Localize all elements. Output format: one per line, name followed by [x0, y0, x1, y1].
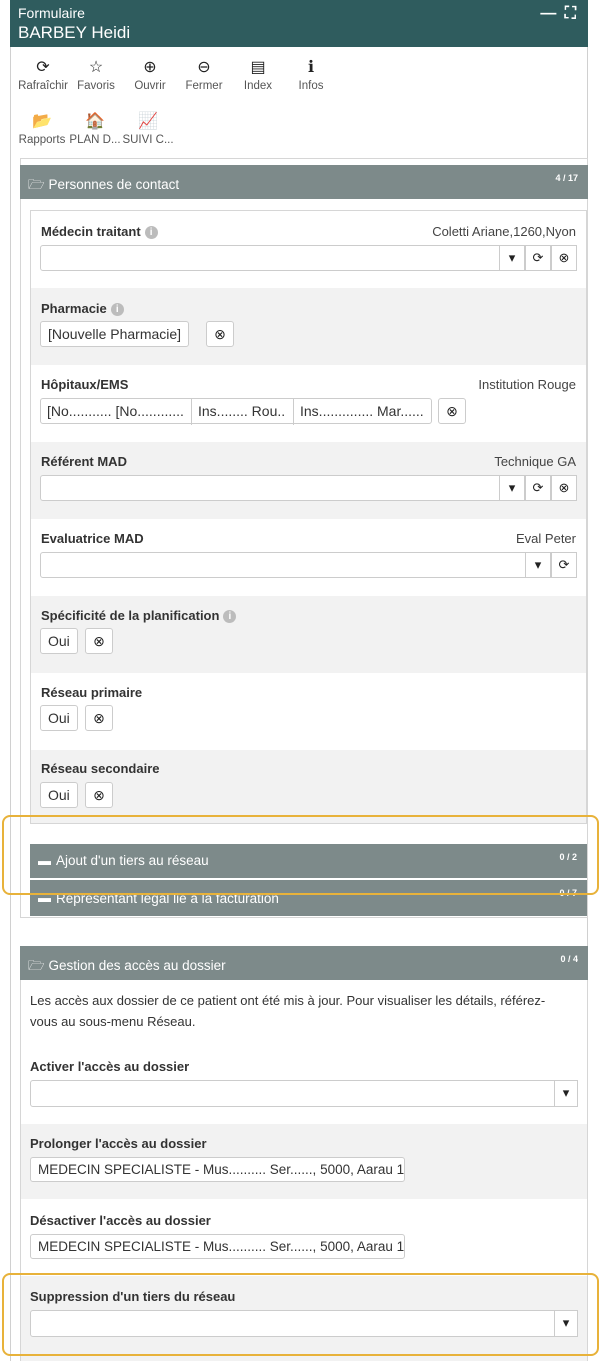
open-button[interactable]: [128, 58, 172, 92]
clear-icon: ⊗: [214, 326, 226, 342]
hopitaux-value: Institution Rouge: [478, 377, 576, 392]
folder-icon: ▬: [38, 853, 51, 868]
refresh-icon: ⟳: [558, 557, 570, 572]
info-icon: ℹ: [307, 59, 315, 76]
info-label: Infos: [298, 80, 324, 92]
clear-button[interactable]: [85, 705, 113, 731]
medecin-select[interactable]: [40, 245, 577, 271]
access-header[interactable]: [20, 946, 588, 980]
patient-name: BARBEY Heidi: [18, 23, 131, 42]
evaluatrice-select[interactable]: [40, 552, 577, 578]
window-title: Formulaire: [18, 5, 85, 21]
hopitaux-segment-1[interactable]: [No........... [No............: [41, 399, 192, 425]
medecin-label: Médecin traitant i: [41, 224, 158, 239]
clear-button[interactable]: [206, 321, 234, 347]
refresh-icon: ⟳: [36, 59, 50, 76]
prolonger-value[interactable]: MEDECIN SPECIALISTE - Mus.......... Ser......, 5000, Aarau 1: [30, 1157, 405, 1182]
clear-button[interactable]: [438, 398, 466, 424]
index-label: Index: [243, 80, 273, 92]
hopitaux-segment-3[interactable]: Ins.............. Mar......: [300, 403, 424, 419]
field-medecin: [31, 211, 586, 288]
highlight-suppression: [2, 1273, 599, 1356]
field-evaluatrice: [31, 519, 586, 596]
caret-down-icon: ▾: [508, 250, 516, 265]
caret-down-icon: ▾: [534, 557, 542, 572]
specificite-tag[interactable]: Oui: [40, 628, 78, 654]
reseau-primaire-tag[interactable]: Oui: [40, 705, 78, 731]
dropdown-button[interactable]: [525, 552, 551, 578]
specificite-label: Spécificité de la planification i: [41, 608, 236, 623]
reseau-primaire-label: Réseau primaire: [41, 685, 143, 700]
refresh-button[interactable]: [14, 58, 72, 92]
hopitaux-segment-2[interactable]: Ins........ Rou..: [192, 399, 294, 425]
list-icon: ▤: [250, 59, 266, 76]
evaluatrice-value: Eval Peter: [516, 531, 576, 546]
clear-button[interactable]: [85, 782, 113, 808]
pharmacie-label: Pharmacie i: [41, 301, 124, 316]
index-button[interactable]: [237, 58, 279, 92]
access-count: 0 / 4: [560, 954, 578, 964]
clear-button[interactable]: [551, 475, 577, 501]
favorites-button[interactable]: [74, 58, 118, 92]
desactiver-value[interactable]: MEDECIN SPECIALISTE - Mus.......... Ser......, 5000, Aarau 1: [30, 1234, 405, 1259]
pharmacie-tag[interactable]: [Nouvelle Pharmacie]: [40, 321, 189, 347]
dropdown-button[interactable]: [554, 1080, 578, 1107]
suivi-label: SUIVI C...: [122, 134, 174, 146]
refresh-field-button[interactable]: [551, 552, 577, 578]
open-label: Ouvrir: [134, 80, 166, 92]
desactiver-label: Désactiver l'accès au dossier: [30, 1213, 211, 1228]
folder-icon: ▬: [38, 890, 51, 905]
refresh-field-button[interactable]: [525, 245, 551, 271]
folder-open-icon: 🗁: [28, 958, 45, 973]
dropdown-button[interactable]: [499, 475, 525, 501]
refresh-field-button[interactable]: [525, 475, 551, 501]
refresh-icon: ⟳: [532, 250, 544, 265]
contacts-header[interactable]: [20, 165, 588, 199]
clear-icon: ⊗: [558, 250, 570, 265]
access-notice: Les accès aux dossier de ce patient ont été mis à jour. Pour visualiser les détails, référez-vous au sous-menu Réseau.: [30, 993, 546, 1029]
contacts-title: Personnes de contact: [48, 177, 180, 192]
representant-count: 0 / 7: [559, 888, 577, 898]
folder-open-icon: 🗁: [28, 177, 45, 192]
caret-down-icon: ▾: [562, 1315, 570, 1330]
clear-icon: ⊗: [93, 787, 105, 803]
info-icon[interactable]: i: [111, 303, 124, 316]
clear-button[interactable]: [85, 628, 113, 654]
document-home-icon: 🏠: [85, 113, 105, 130]
reports-label: Rapports: [18, 134, 66, 146]
evaluatrice-label: Evaluatrice MAD: [41, 531, 144, 546]
title-bar: [10, 0, 588, 47]
referent-label: Référent MAD: [41, 454, 127, 469]
prolonger-label: Prolonger l'accès au dossier: [30, 1136, 207, 1151]
close-label: Fermer: [185, 80, 223, 92]
activer-select[interactable]: [30, 1080, 578, 1107]
field-reseau-primaire: [31, 673, 586, 750]
info-icon[interactable]: i: [223, 610, 236, 623]
clear-icon: ⊗: [93, 633, 105, 649]
hopitaux-multi[interactable]: [40, 398, 432, 424]
referent-select[interactable]: [40, 475, 577, 501]
access-title: Gestion des accès au dossier: [48, 958, 226, 973]
activer-label: Activer l'accès au dossier: [30, 1059, 190, 1074]
caret-down-icon: ▾: [508, 480, 516, 495]
refresh-icon: ⟳: [532, 480, 544, 495]
field-pharmacie: [31, 288, 586, 365]
close-button[interactable]: [181, 58, 227, 92]
folder-open-icon: 📂: [32, 113, 52, 130]
dropdown-button[interactable]: [499, 245, 525, 271]
referent-value: Technique GA: [494, 454, 576, 469]
frame-border-left: [10, 47, 11, 1361]
clear-icon: ⊗: [446, 403, 458, 419]
suppression-label: Suppression d'un tiers du réseau: [30, 1289, 236, 1304]
clear-button[interactable]: [551, 245, 577, 271]
document-chart-icon: 📈: [138, 113, 158, 130]
refresh-label: Rafraîchir: [18, 80, 68, 92]
zoom-out-icon: ⊖: [197, 59, 211, 76]
clear-icon: ⊗: [93, 710, 105, 726]
favorites-label: Favoris: [77, 80, 115, 92]
highlight-ajout-tiers: [2, 815, 599, 895]
field-specificite: [31, 596, 586, 673]
window-controls[interactable]: — ⛶: [540, 5, 578, 22]
field-hopitaux: [31, 365, 586, 442]
zoom-in-icon: ⊕: [143, 59, 157, 76]
contacts-count: 4 / 17: [555, 173, 578, 183]
hopitaux-label: Hôpitaux/EMS: [41, 377, 129, 392]
medecin-value: Coletti Ariane,1260,Nyon: [432, 224, 576, 239]
reseau-secondaire-label: Réseau secondaire: [41, 761, 160, 776]
field-referent: [31, 442, 586, 519]
ajout-tiers-count: 0 / 2: [559, 852, 577, 862]
clear-icon: ⊗: [558, 480, 570, 495]
representant-title: Représentant légal lié à la facturation: [56, 891, 279, 906]
plan-button[interactable]: [68, 112, 122, 146]
plan-label: PLAN D...: [69, 134, 121, 146]
info-icon[interactable]: i: [145, 226, 158, 239]
caret-down-icon: ▾: [562, 1085, 570, 1100]
reports-button[interactable]: [16, 112, 68, 146]
ajout-tiers-title: Ajout d'un tiers au réseau: [56, 853, 209, 868]
reseau-secondaire-tag[interactable]: Oui: [40, 782, 78, 808]
info-button[interactable]: [290, 58, 332, 92]
field-reseau-secondaire: [31, 750, 586, 823]
star-icon: ☆: [88, 59, 104, 76]
suivi-button[interactable]: [122, 112, 174, 146]
